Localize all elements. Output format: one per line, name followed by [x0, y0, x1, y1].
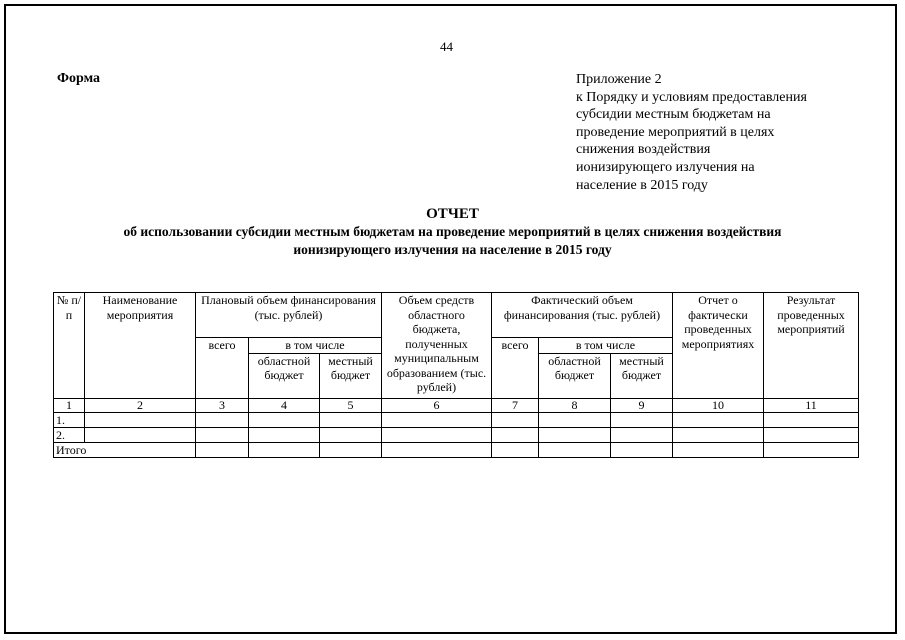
- column-numbers-row: [54, 398, 859, 412]
- table-cell: [611, 412, 673, 427]
- header-result: Результат проведенных мероприятий: [764, 293, 859, 399]
- table-cell: [492, 442, 539, 457]
- table-cell: [320, 427, 382, 442]
- header-plan-regional: областной бюджет: [249, 353, 320, 398]
- table-cell: [320, 412, 382, 427]
- appendix-line: к Порядку и условиям предоставления: [576, 89, 807, 105]
- table-row: [54, 427, 859, 442]
- form-label: Форма: [57, 71, 101, 86]
- table-cell: [196, 427, 249, 442]
- table-cell: [492, 412, 539, 427]
- header-plan: Плановый объем финансирования (тыс. рублей): [196, 293, 382, 338]
- column-number: 5: [320, 398, 382, 412]
- appendix-line: Приложение 2: [576, 72, 662, 87]
- appendix-line: снижения воздействия: [576, 142, 711, 158]
- header-fact: Фактический объем финансирования (тыс. рублей): [492, 293, 673, 338]
- appendix-line: ионизирующего излучения на: [576, 159, 755, 175]
- table-cell: [196, 442, 249, 457]
- header-fact-regional: областной бюджет: [539, 353, 611, 398]
- page-number: 44: [440, 39, 453, 54]
- report-subtitle-line2: ионизирующего излучения на население в 2015 году: [293, 242, 612, 257]
- table-cell: [764, 427, 859, 442]
- header-plan-including: в том числе: [249, 338, 382, 354]
- header-plan-local: местный бюджет: [320, 353, 382, 398]
- table-row: [54, 412, 859, 427]
- appendix-line: население в 2015 году: [576, 177, 708, 193]
- column-number: 8: [539, 398, 611, 412]
- column-number: 4: [249, 398, 320, 412]
- table-cell: [539, 412, 611, 427]
- header-report: Отчет о фактически проведенных мероприятиях: [673, 293, 764, 399]
- column-number: 7: [492, 398, 539, 412]
- table-cell: [673, 412, 764, 427]
- column-number: 1: [54, 398, 85, 412]
- header-row-1: [54, 293, 859, 338]
- table-cell: [764, 442, 859, 457]
- column-number: 11: [764, 398, 859, 412]
- report-table: [53, 292, 859, 458]
- total-row: [54, 442, 859, 457]
- appendix-line: проведение мероприятий в целях: [576, 124, 775, 140]
- table-cell: [611, 442, 673, 457]
- table-cell: [673, 427, 764, 442]
- header-no: № п/п: [54, 293, 85, 399]
- header-plan-total: всего: [196, 338, 249, 399]
- table-cell: [320, 442, 382, 457]
- table-cell: [673, 442, 764, 457]
- table-cell: [382, 412, 492, 427]
- table-cell: [382, 427, 492, 442]
- column-number: 3: [196, 398, 249, 412]
- header-fact-total: всего: [492, 338, 539, 399]
- column-number: 2: [85, 398, 196, 412]
- column-number: 9: [611, 398, 673, 412]
- column-number: 6: [382, 398, 492, 412]
- table-cell: [249, 442, 320, 457]
- table-cell: [249, 412, 320, 427]
- appendix-line: субсидии местным бюджетам на: [576, 107, 771, 123]
- table-cell: [382, 442, 492, 457]
- header-fact-local: местный бюджет: [611, 353, 673, 398]
- row-number: 1.: [54, 412, 85, 427]
- row-number: 2.: [54, 427, 85, 442]
- appendix-block: [576, 71, 807, 194]
- report-subtitle-line1: об использовании субсидии местным бюджетам на проведение мероприятий в целях снижения воздействия: [123, 224, 782, 239]
- table-cell: [539, 427, 611, 442]
- table-cell: [85, 427, 196, 442]
- header-fact-including: в том числе: [539, 338, 673, 354]
- column-number: 10: [673, 398, 764, 412]
- table-cell: [539, 442, 611, 457]
- table-cell: [249, 427, 320, 442]
- table-cell: [764, 412, 859, 427]
- table-cell: [492, 427, 539, 442]
- header-name: Наименование мероприятия: [85, 293, 196, 399]
- report-title-block: [0, 205, 905, 259]
- table-cell: [196, 412, 249, 427]
- report-title: ОТЧЕТ: [426, 206, 479, 222]
- table-cell: [611, 427, 673, 442]
- total-label: Итого: [54, 442, 196, 457]
- header-funds: Объем средств областного бюджета, полученных муниципальным образованием (тыс. рублей): [382, 293, 492, 399]
- table-cell: [85, 412, 196, 427]
